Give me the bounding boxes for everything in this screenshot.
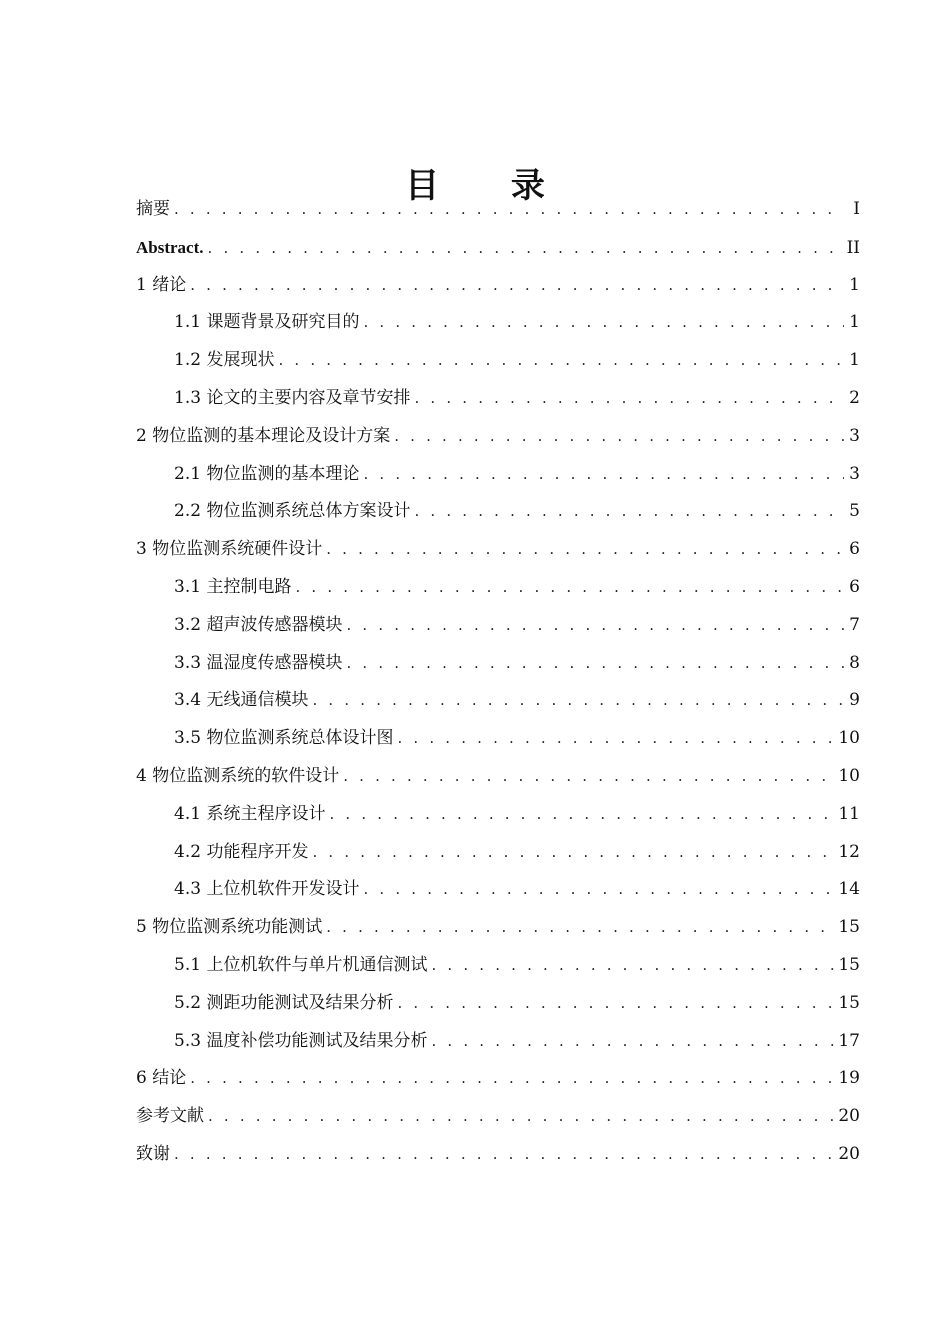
toc-entry-page: 15 <box>838 917 860 938</box>
toc-entry-page: 1 <box>849 312 860 333</box>
toc-entry-label: 3 物位监测系统硬件设计 <box>136 539 323 560</box>
dot-leader <box>208 230 843 268</box>
toc-entry[interactable] <box>136 1098 860 1136</box>
dot-leader <box>363 871 834 909</box>
toc-entry-label: 摘要 <box>136 199 170 219</box>
toc-entry-label: 1.3 论文的主要内容及章节安排 <box>174 387 411 408</box>
toc-entry-page: 9 <box>849 690 860 711</box>
toc-entry-page: 15 <box>838 992 860 1013</box>
toc-entry-label: 2.2 物位监测系统总体方案设计 <box>174 501 411 522</box>
toc-entry-label: 1.2 发展现状 <box>174 350 275 371</box>
toc-entry-page: 6 <box>849 539 860 560</box>
toc-entry[interactable] <box>136 607 860 645</box>
toc-entry-page: 17 <box>838 1030 860 1051</box>
toc-entry[interactable] <box>136 985 860 1023</box>
dot-leader <box>363 456 844 494</box>
toc-entry-page: 10 <box>838 765 860 786</box>
toc-entry[interactable] <box>136 493 860 531</box>
dot-leader <box>431 1023 834 1061</box>
toc-entry-label: 5.1 上位机软件与单片机通信测试 <box>174 954 428 975</box>
toc-entry[interactable] <box>136 456 860 494</box>
toc-entry-page: 14 <box>838 879 860 900</box>
toc-entry[interactable] <box>136 531 860 569</box>
toc-entry[interactable] <box>136 191 860 229</box>
dot-leader <box>326 531 844 569</box>
toc-entry-label: 致谢 <box>136 1143 170 1164</box>
toc-entry-page: 12 <box>838 841 860 862</box>
toc-entry-label: 1 绪论 <box>136 274 187 295</box>
toc-entry-page: 1 <box>849 274 860 295</box>
toc-entry-label: 5 物位监测系统功能测试 <box>136 917 323 938</box>
toc-entry-page: 3 <box>849 425 860 446</box>
toc-entry[interactable] <box>136 871 860 909</box>
toc-entry[interactable] <box>136 1060 860 1098</box>
dot-leader <box>278 342 844 380</box>
toc-entry-label: 3.1 主控制电路 <box>174 576 292 597</box>
toc-entry-page: 2 <box>849 387 860 408</box>
toc-entry-page: 7 <box>849 614 860 635</box>
toc-entry-label: 4.1 系统主程序设计 <box>174 803 326 824</box>
toc-entry-page: I <box>853 199 860 219</box>
toc-entry-page: 8 <box>849 652 860 673</box>
dot-leader <box>190 267 844 305</box>
toc-entry-label: 6 结论 <box>136 1068 187 1089</box>
toc-entry-page: II <box>846 237 860 258</box>
dot-leader <box>397 985 834 1023</box>
dot-leader <box>346 607 844 645</box>
toc-entry[interactable] <box>136 1023 860 1061</box>
dot-leader <box>208 1098 834 1136</box>
toc-entry-label: 3.2 超声波传感器模块 <box>174 614 343 635</box>
toc-entry[interactable] <box>136 947 860 985</box>
toc-entry-label: 5.3 温度补偿功能测试及结果分析 <box>174 1030 428 1051</box>
dot-leader <box>346 645 844 683</box>
toc-entry-label: 1.1 课题背景及研究目的 <box>174 312 360 333</box>
dot-leader <box>414 380 844 418</box>
dot-leader <box>312 682 844 720</box>
dot-leader <box>326 909 834 947</box>
toc-entry-page: 15 <box>838 954 860 975</box>
dot-leader <box>363 304 844 342</box>
toc-entry[interactable] <box>136 645 860 683</box>
toc-entry-label: 5.2 测距功能测试及结果分析 <box>174 992 394 1013</box>
dot-leader <box>394 418 844 456</box>
dot-leader <box>329 796 834 834</box>
toc-entry-page: 10 <box>838 728 860 749</box>
toc-entry[interactable] <box>136 304 860 342</box>
toc-entry-label: 参考文献 <box>136 1106 204 1127</box>
toc-entry[interactable] <box>136 267 860 305</box>
table-of-contents <box>136 191 860 1174</box>
dot-leader <box>414 493 844 531</box>
toc-entry-page: 20 <box>838 1143 860 1164</box>
toc-entry-label: 3.3 温湿度传感器模块 <box>174 652 343 673</box>
toc-entry-page: 3 <box>849 463 860 484</box>
toc-entry-label: 4.3 上位机软件开发设计 <box>174 879 360 900</box>
page-title: 目 录 <box>405 165 575 206</box>
dot-leader <box>174 191 844 229</box>
toc-entry-label: 2.1 物位监测的基本理论 <box>174 463 360 484</box>
toc-entry-page: 11 <box>838 803 860 824</box>
dot-leader <box>431 947 834 985</box>
toc-entry-page: 5 <box>849 501 860 522</box>
toc-entry-page: 1 <box>849 350 860 371</box>
toc-entry-label: 4 物位监测系统的软件设计 <box>136 765 340 786</box>
toc-entry[interactable] <box>136 834 860 872</box>
toc-entry-label: Abstract. <box>136 237 204 257</box>
toc-entry[interactable] <box>136 380 860 418</box>
dot-leader <box>174 1136 834 1174</box>
toc-entry[interactable] <box>136 682 860 720</box>
toc-entry-label: 3.4 无线通信模块 <box>174 690 309 711</box>
dot-leader <box>190 1060 834 1098</box>
dot-leader <box>312 834 834 872</box>
toc-entry-page: 6 <box>849 576 860 597</box>
toc-entry-page: 19 <box>838 1068 860 1089</box>
toc-entry[interactable] <box>136 758 860 796</box>
toc-entry-page: 20 <box>838 1106 860 1127</box>
toc-entry[interactable] <box>136 342 860 380</box>
toc-entry[interactable] <box>136 229 860 267</box>
toc-entry[interactable] <box>136 909 860 947</box>
toc-entry[interactable] <box>136 418 860 456</box>
toc-entry-label: 3.5 物位监测系统总体设计图 <box>174 728 394 749</box>
dot-leader <box>343 758 834 796</box>
toc-entry[interactable] <box>136 569 860 607</box>
toc-entry[interactable] <box>136 796 860 834</box>
dot-leader <box>295 569 844 607</box>
toc-entry-label: 2 物位监测的基本理论及设计方案 <box>136 425 391 446</box>
toc-entry[interactable] <box>136 1136 860 1174</box>
toc-entry-label: 4.2 功能程序开发 <box>174 841 309 862</box>
dot-leader <box>397 720 834 758</box>
toc-entry[interactable] <box>136 720 860 758</box>
